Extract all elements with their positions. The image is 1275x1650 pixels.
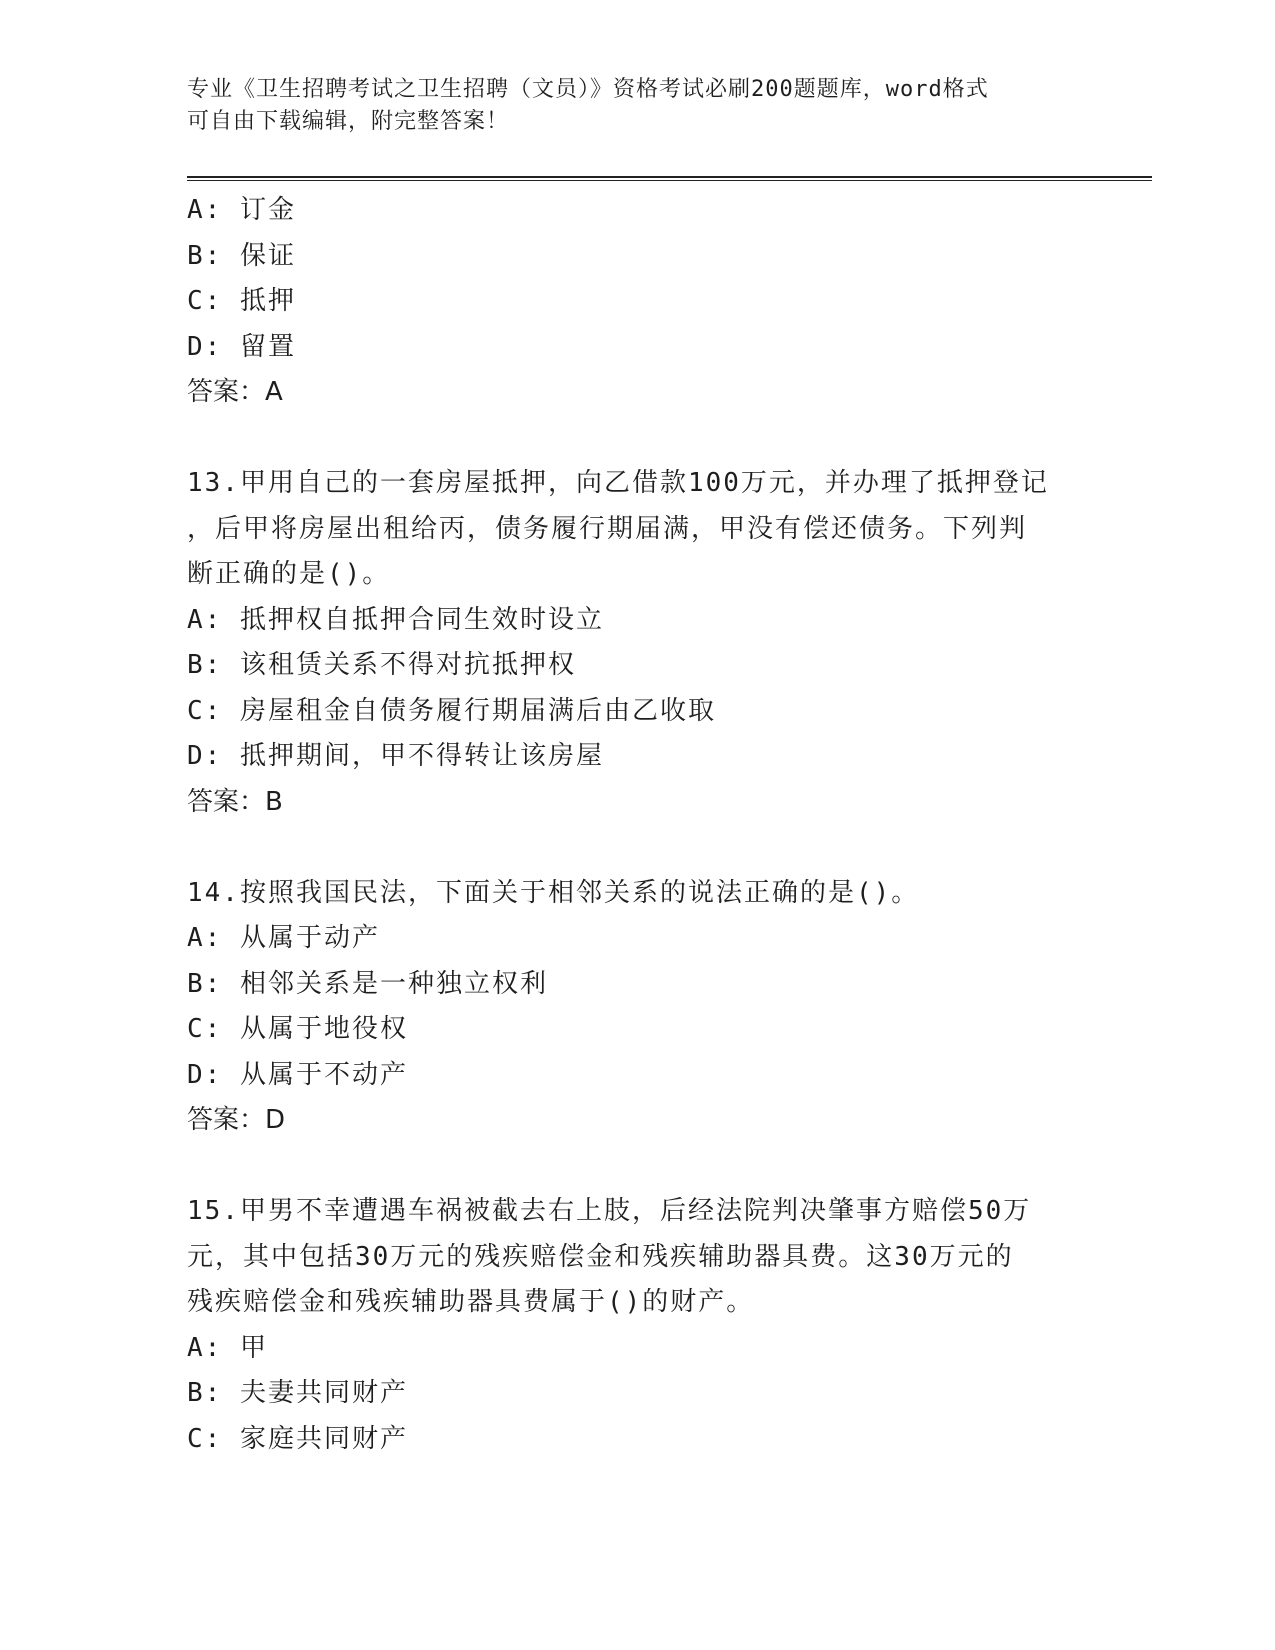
- question-stem-line: 13.甲用自己的一套房屋抵押，向乙借款100万元，并办理了抵押登记: [187, 468, 1049, 498]
- question-block: [187, 871, 1087, 1144]
- answer-line: 答案：B: [187, 786, 283, 817]
- page-header: [187, 74, 1067, 138]
- question-stem-line: 残疾赔偿金和残疾辅助器具费属于()的财产。: [187, 1287, 755, 1317]
- answer-line: 答案：A: [187, 377, 283, 407]
- spacer: [187, 416, 1087, 462]
- option-a: A: 抵押权自抵押合同生效时设立: [187, 604, 604, 635]
- option-b: B: 相邻关系是一种独立权利: [187, 968, 548, 999]
- option-d: D: 抵押期间，甲不得转让该房屋: [187, 741, 604, 771]
- question-block: [187, 461, 1087, 825]
- option-a: A: 甲: [187, 1332, 268, 1363]
- option-a: A: 订金: [187, 195, 296, 225]
- option-c: C: 家庭共同财产: [187, 1423, 408, 1454]
- option-b: B: 该租赁关系不得对抗抵押权: [187, 650, 576, 680]
- question-stem-line: 元，其中包括30万元的残疾赔偿金和残疾辅助器具费。这30万元的: [187, 1241, 1014, 1272]
- header-divider: [187, 176, 1152, 181]
- question-list: [187, 188, 1087, 1462]
- option-d: D: 从属于不动产: [187, 1059, 408, 1090]
- option-a: A: 从属于动产: [187, 923, 380, 953]
- option-c: C: 从属于地役权: [187, 1014, 408, 1044]
- header-line-1: 专业《卫生招聘考试之卫生招聘（文员）》资格考试必刷200题题库，word格式: [187, 77, 989, 102]
- option-b: B: 夫妻共同财产: [187, 1378, 408, 1408]
- answer-line: 答案：D: [187, 1105, 286, 1135]
- question-stem-line: ，后甲将房屋出租给丙，债务履行期届满，甲没有偿还债务。下列判: [187, 513, 1028, 544]
- question-block: [187, 1189, 1087, 1462]
- question-stem-line: 14.按照我国民法，下面关于相邻关系的说法正确的是()。: [187, 877, 920, 908]
- question-stem-line: 断正确的是()。: [187, 559, 391, 589]
- spacer: [187, 825, 1087, 871]
- spacer: [187, 1144, 1087, 1190]
- option-c: C: 房屋租金自债务履行期届满后由乙收取: [187, 695, 716, 726]
- option-b: B: 保证: [187, 240, 296, 271]
- header-line-2: 可自由下载编辑，附完整答案！: [187, 109, 510, 134]
- option-c: C: 抵押: [187, 286, 296, 316]
- option-d: D: 留置: [187, 331, 296, 362]
- question-block: [187, 188, 1087, 416]
- question-stem-line: 15.甲男不幸遭遇车祸被截去右上肢，后经法院判决肇事方赔偿50万: [187, 1196, 1032, 1226]
